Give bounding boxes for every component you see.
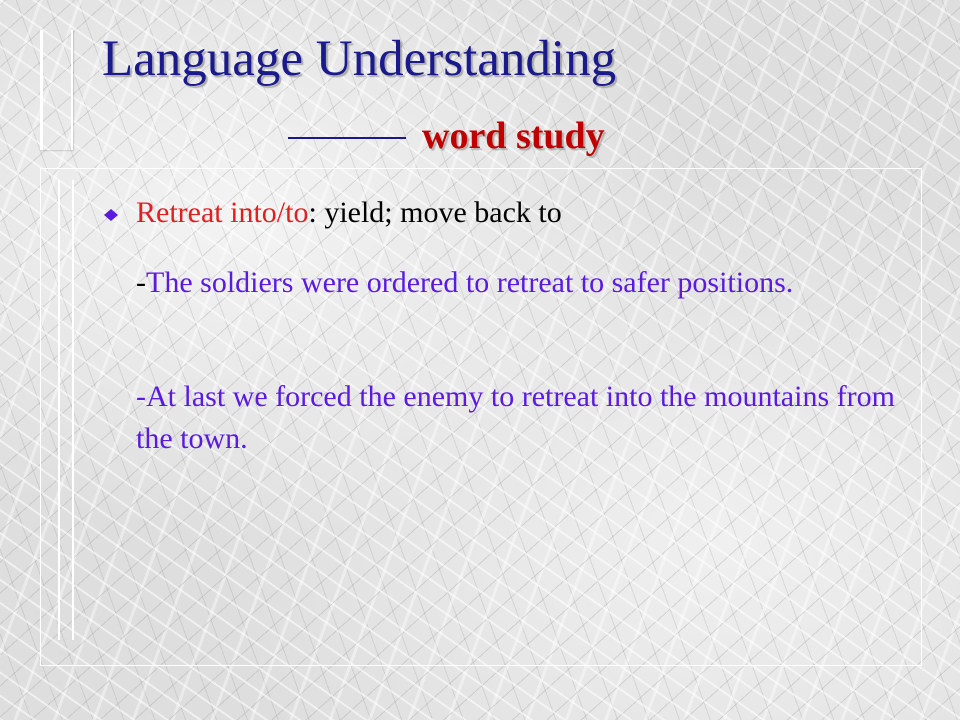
definition-text: yield; move back to [324, 196, 562, 229]
diamond-bullet-icon [104, 209, 118, 221]
decorative-frame-top [40, 30, 73, 150]
example-dash: - [136, 380, 146, 413]
bullet-text [136, 196, 562, 230]
example-text: The soldiers were ordered to retreat to safer positions. [146, 266, 794, 299]
example-dash: - [136, 266, 146, 299]
example-text: At last we forced the enemy to retreat into the mountains from the town. [136, 380, 895, 455]
slide-subtitle: word study [422, 115, 605, 157]
term-text: Retreat into/to [136, 196, 309, 229]
example-sentence-2 [136, 376, 906, 460]
slide-title: Language Understanding [102, 31, 617, 87]
separator-text: : [308, 196, 325, 229]
subtitle-dash-line [288, 137, 406, 139]
example-sentence-1 [136, 262, 906, 304]
